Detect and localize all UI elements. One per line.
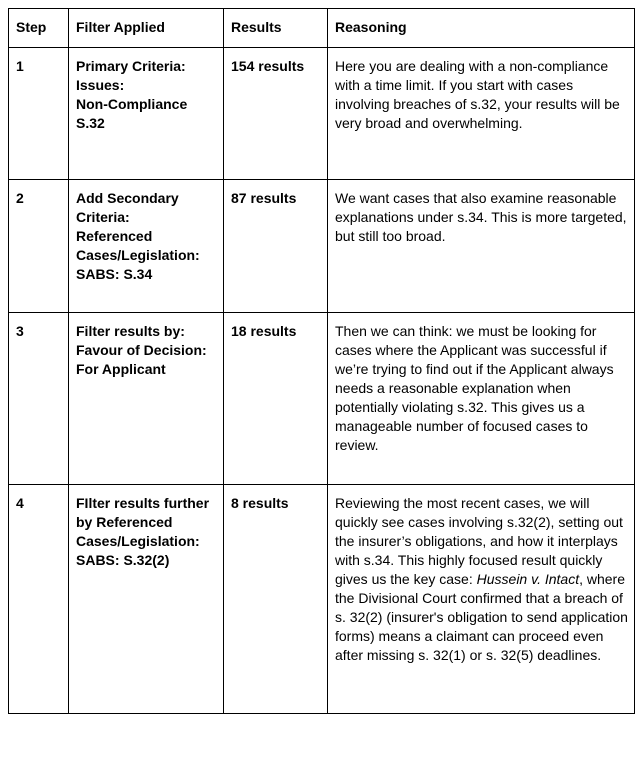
filter-applied-cell [69,48,224,180]
filter-line: Non-Compliance [76,96,188,112]
table-row [9,48,635,180]
filter-applied-cell [69,313,224,485]
results-count: 154 results [224,48,328,180]
step-number: 2 [9,180,69,313]
filter-line: Criteria: [76,209,130,225]
results-count: 87 results [224,180,328,313]
step-number: 3 [9,313,69,485]
filter-line: Filter results by: [76,323,185,339]
filter-line: S.32 [76,115,105,131]
filter-line: Issues: [76,77,125,93]
filter-applied-cell [69,485,224,714]
step-number: 4 [9,485,69,714]
header-reasoning: Reasoning [328,9,635,48]
filter-line: Cases/Legislation: [76,533,200,549]
filter-line: by Referenced [76,514,173,530]
reasoning-text: Then we can think: we must be looking for cases where the Applicant was successful if we’re trying to find out if the Applicant always needs a reasonable explanation when potentially violating s.32. This gives us a manageable number of focused cases to review. [328,313,635,485]
header-filter-applied: Filter Applied [69,9,224,48]
filter-applied-cell [69,180,224,313]
filter-steps-table [8,8,635,714]
filter-line: For Applicant [76,361,166,377]
filter-line: FIlter results further [76,495,210,511]
header-row [9,9,635,48]
header-results: Results [224,9,328,48]
table-row [9,313,635,485]
key-case-name: Hussein v. Intact [476,571,580,587]
step-number: 1 [9,48,69,180]
filter-line: Favour of Decision: [76,342,207,358]
reasoning-text-part: , where the Divisional Court confirmed that a breach of s. 32(2) (insurer's obligation to send application forms) means a claimant can proceed even after missing s. 32(1) or s. 32(5) deadlines. [335,571,628,663]
filter-line: Cases/Legislation: [76,247,200,263]
results-count: 18 results [224,313,328,485]
filter-line: SABS: S.34 [76,266,153,282]
filter-line: Add Secondary [76,190,179,206]
reasoning-text [328,485,635,714]
table-row [9,180,635,313]
reasoning-text: We want cases that also examine reasonable explanations under s.34. This is more targeted, but still too broad. [328,180,635,313]
reasoning-text: Here you are dealing with a non-compliance with a time limit. If you start with cases involving breaches of s.32, your results will be very broad and overwhelming. [328,48,635,180]
filter-line: SABS: S.32(2) [76,552,170,568]
table-row [9,485,635,714]
header-step: Step [9,9,69,48]
filter-line: Referenced [76,228,153,244]
reasoning-text-part: Reviewing the most recent cases, we will quickly see cases involving s.32(2), setting out the insurer’s obligations, and how it interplays with s.34. This highly focused result quickly gives us the key case: [335,495,623,587]
results-count: 8 results [224,485,328,714]
filter-line: Primary Criteria: [76,58,186,74]
